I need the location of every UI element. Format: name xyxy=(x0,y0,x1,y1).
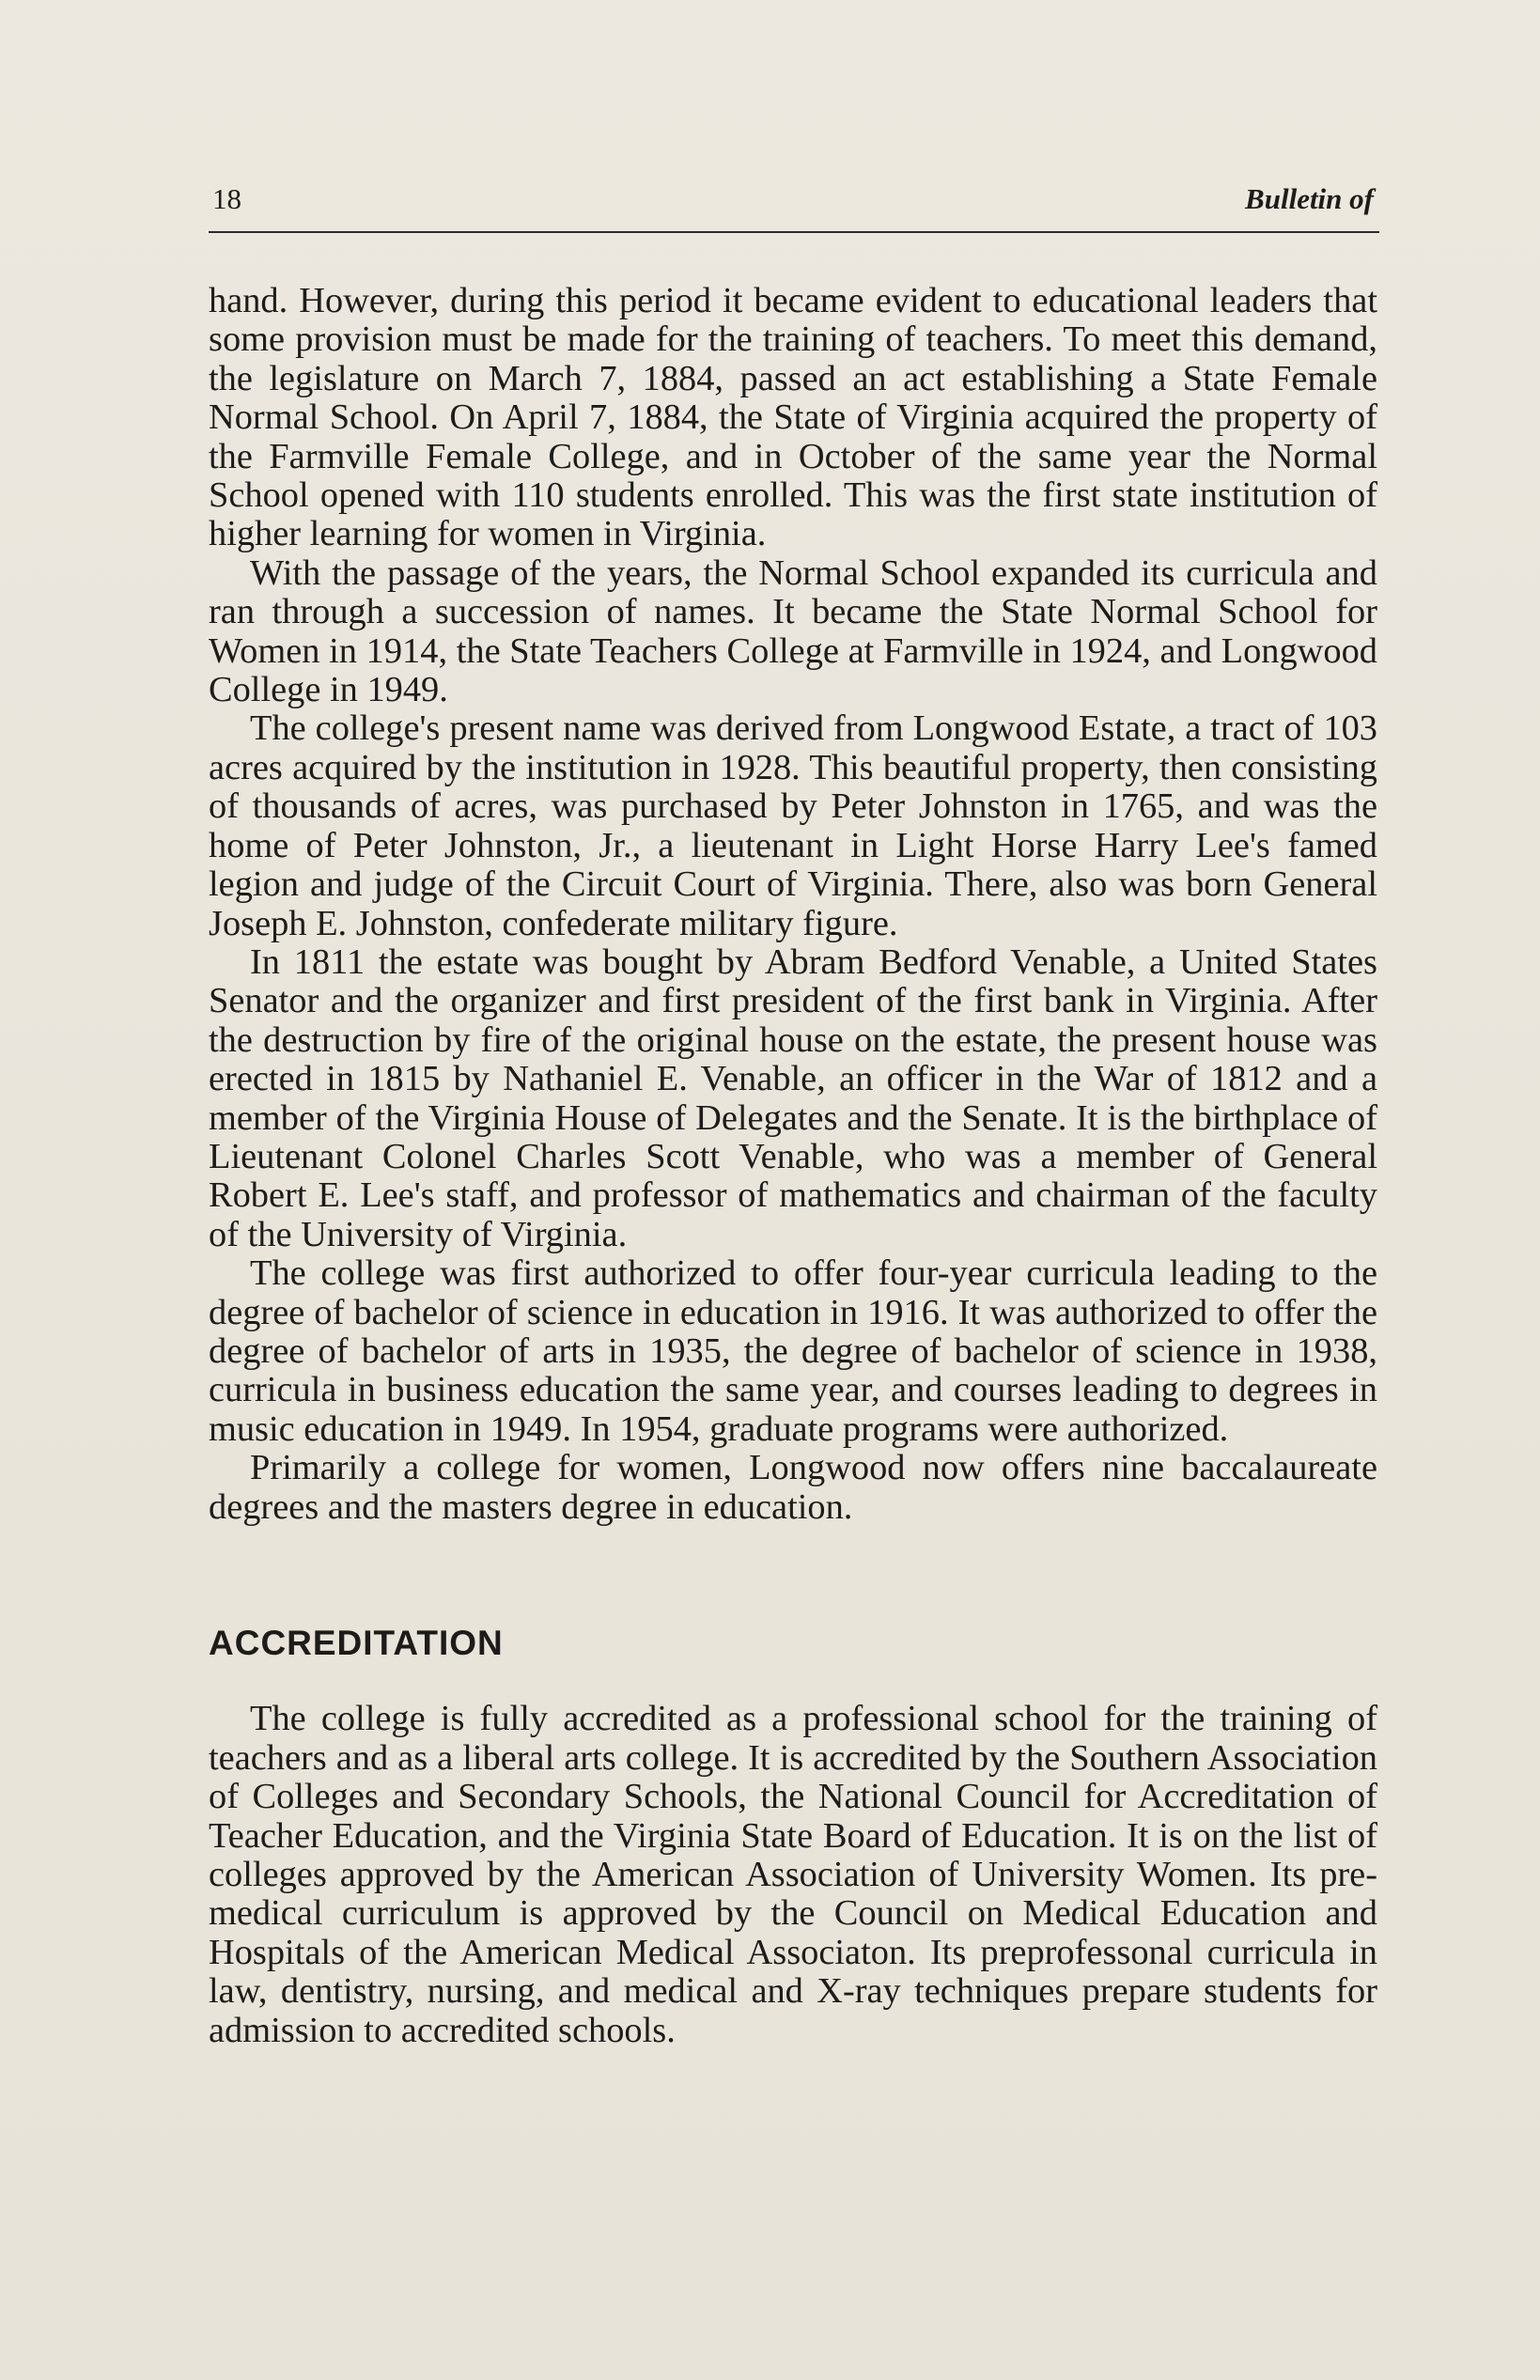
paragraph-current-degrees: Primarily a college for women, Longwood now offers nine baccalaureate degrees and the masters degree in education. xyxy=(209,1448,1377,1527)
page-header xyxy=(209,180,1379,233)
paragraph-venable-history: In 1811 the estate was bought by Abram Bedford Venable, a United States Senator and the organizer and first president of the first bank in Virginia. After the destruction by fire of the original house on the estate, the present house was erected in 1815 by Nathaniel E. Venable, an officer in the War of 1812 and a member of the Virginia House of Delegates and the Senate. It is the birthplace of Lieutenant Colonel Charles Scott Venable, who was a member of General Robert E. Lee's staff, and professor of mathematics and chairman of the faculty of the University of Virginia. xyxy=(209,941,1377,1254)
section-heading-accreditation: ACCREDITATION xyxy=(209,1624,504,1662)
running-title: Bulletin of xyxy=(1245,182,1374,215)
paragraph-normal-school-names: With the passage of the years, the Normal School expanded its curricula and ran through a succession of names. It became the State Normal School for Women in 1914, the State Teachers College at Farmville in 1924, and Longwood College in 1949. xyxy=(209,552,1377,710)
paragraph-degree-authorization: The college was first authorized to offer four-year curricula leading to the degree of bachelor of science in education in 1916. It was authorized to offer the degree of bachelor of arts in 1935, the degree of bachelor of science in 1938, curricula in business education the same year, and courses leading to degrees in music education in 1949. In 1954, graduate programs were authorized. xyxy=(209,1253,1377,1449)
paragraph-longwood-estate: The college's present name was derived from Longwood Estate, a tract of 103 acres acquired by the institution in 1928. This beautiful property, then consisting of thousands of acres, was purchased by Peter Johnston in 1765, and was the home of Peter Johnston, Jr., a lieutenant in Light Horse Harry Lee's famed legion and judge of the Circuit Court of Virginia. There, also was born General Joseph E. Johnston, confederate military figure. xyxy=(209,708,1377,943)
paragraph-hand: hand. However, during this period it became evident to educational leaders that some provision must be made for the training of teachers. To meet this demand, the legislature on March 7, 1884, passed an act establishing a State Female Normal School. On April 7, 1884, the State of Virginia acquired the property of the Farmville Female College, and in October of the same year the Normal School opened with 110 students enrolled. This was the first state institution of higher learning for women in Virginia. xyxy=(209,281,1377,554)
body-text xyxy=(209,282,1377,2050)
page-number: 18 xyxy=(212,182,241,215)
paragraph-accreditation: The college is fully accredited as a professional school for the training of teachers and as a liberal arts college. It is accredited by the Southern Association of Colleges and Secondary Schools, the National Council for Accreditation of Teacher Education, and the Virginia State Board of Education. It is on the list of colleges approved by the American Association of University Women. Its pre-medical curriculum is approved by the Council on Medical Education and Hospitals of the American Medical Associaton. Its preprofessonal curricula in law, dentistry, nursing, and medical and X-ray techniques prepare students for admission to accredited schools. xyxy=(209,1699,1377,2050)
